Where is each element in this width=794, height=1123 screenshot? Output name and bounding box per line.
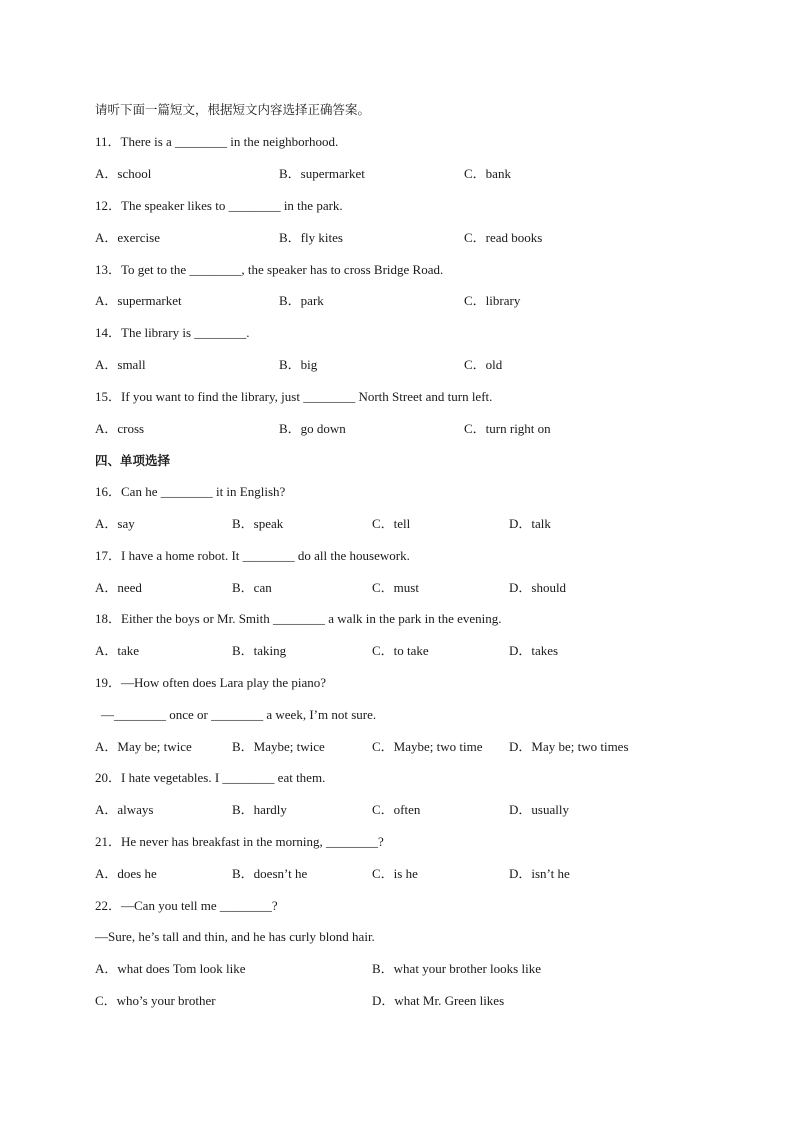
option-b: B．what your brother looks like (372, 961, 541, 976)
option-d: D．should (509, 580, 567, 595)
option-a: A．small (95, 357, 146, 372)
options-11 (0, 166, 794, 182)
option-b: B．park (279, 293, 324, 308)
option-c: C．must (372, 580, 419, 595)
option-a: A．say (95, 516, 135, 531)
question-20: 20．I hate vegetables. I ________ eat them. (95, 770, 326, 785)
option-c: C．tell (372, 516, 411, 531)
option-c: C．read books (464, 230, 543, 245)
section-heading: 四、单项选择 (95, 453, 171, 468)
question-18: 18．Either the boys or Mr. Smith ________ a walk in the park in the evening. (95, 611, 502, 626)
options-14 (0, 357, 794, 373)
option-a: A．always (95, 802, 154, 817)
options-19 (0, 739, 794, 755)
option-a: A．what does Tom look like (95, 961, 246, 976)
option-b: B．go down (279, 421, 346, 436)
options-16 (0, 516, 794, 532)
options-13 (0, 293, 794, 309)
option-c: C．old (464, 357, 503, 372)
question-19-reply: —________ once or ________ a week, I’m not sure. (101, 707, 377, 722)
question-21: 21．He never has breakfast in the morning, ________? (95, 834, 384, 849)
option-c: C．bank (464, 166, 511, 181)
question-15: 15．If you want to find the library, just ________ North Street and turn left. (95, 389, 493, 404)
option-b: B．supermarket (279, 166, 365, 181)
option-a: A．take (95, 643, 140, 658)
options-18 (0, 643, 794, 659)
option-a: A．May be; twice (95, 739, 192, 754)
option-a: A．exercise (95, 230, 160, 245)
option-c: C．to take (372, 643, 429, 658)
options-22-row2 (0, 993, 794, 1009)
question-17: 17．I have a home robot. It ________ do all the housework. (95, 548, 410, 563)
option-a: A．does he (95, 866, 157, 881)
option-d: D．isn’t he (509, 866, 570, 881)
options-12 (0, 230, 794, 246)
option-c: C．who’s your brother (95, 993, 216, 1008)
question-22: 22．—Can you tell me ________? (95, 898, 278, 913)
section-instruction: 请听下面一篇短文，根据短文内容选择正确答案。 (95, 102, 371, 117)
option-b: B．doesn’t he (232, 866, 308, 881)
options-22-row1 (0, 961, 794, 977)
question-19: 19．—How often does Lara play the piano? (95, 675, 327, 690)
option-b: B．hardly (232, 802, 287, 817)
options-17 (0, 580, 794, 596)
option-c: C．is he (372, 866, 418, 881)
option-a: A．need (95, 580, 142, 595)
option-d: D．talk (509, 516, 551, 531)
option-b: B．Maybe; twice (232, 739, 325, 754)
option-c: C．library (464, 293, 521, 308)
question-11: 11．There is a ________ in the neighborhood. (95, 134, 339, 149)
option-c: C．turn right on (464, 421, 551, 436)
option-d: D．May be; two times (509, 739, 629, 754)
option-a: A．supermarket (95, 293, 182, 308)
option-d: D．takes (509, 643, 559, 658)
option-d: D．usually (509, 802, 569, 817)
option-c: C．often (372, 802, 421, 817)
options-21 (0, 866, 794, 882)
option-b: B．can (232, 580, 272, 595)
question-13: 13．To get to the ________, the speaker has to cross Bridge Road. (95, 262, 444, 277)
question-14: 14．The library is ________. (95, 325, 250, 340)
option-b: B．big (279, 357, 318, 372)
question-22-reply: —Sure, he’s tall and thin, and he has curly blond hair. (95, 929, 375, 944)
option-b: B．taking (232, 643, 287, 658)
question-12: 12．The speaker likes to ________ in the park. (95, 198, 343, 213)
option-b: B．speak (232, 516, 284, 531)
option-c: C．Maybe; two time (372, 739, 483, 754)
options-20 (0, 802, 794, 818)
option-d: D．what Mr. Green likes (372, 993, 505, 1008)
question-16: 16．Can he ________ it in English? (95, 484, 286, 499)
options-15 (0, 421, 794, 437)
option-a: A．cross (95, 421, 145, 436)
option-a: A．school (95, 166, 152, 181)
option-b: B．fly kites (279, 230, 343, 245)
